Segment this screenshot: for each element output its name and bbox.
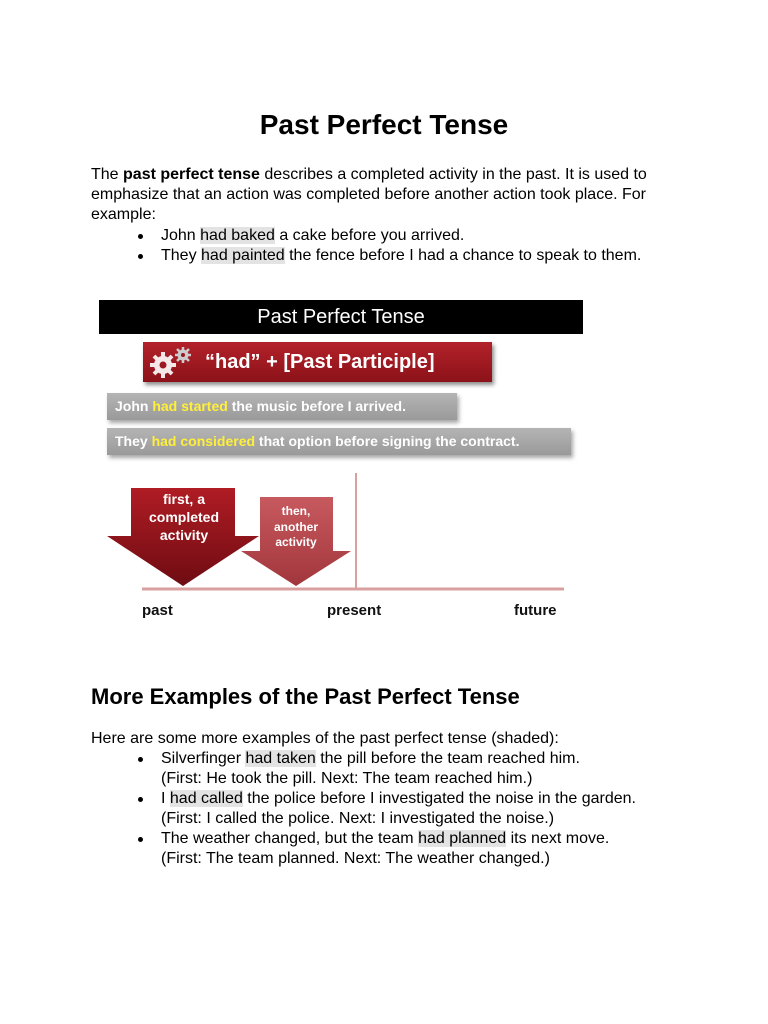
item-note: (First: He took the pill. Next: The team reached him.) bbox=[161, 770, 533, 787]
item-note: (First: The team planned. Next: The weather changed.) bbox=[161, 850, 550, 867]
intro-text-end: describes a completed activity in the past. It is used to emphasize that an action was completed before another action took place. For example: bbox=[91, 166, 647, 223]
intro-text-start: The bbox=[91, 166, 124, 183]
bullet-icon bbox=[138, 837, 143, 842]
item-text: its next move. bbox=[506, 830, 610, 847]
first-activity-label: first, a completed activity bbox=[148, 491, 219, 544]
highlighted-verb: had taken bbox=[245, 750, 316, 767]
list-item bbox=[91, 829, 681, 869]
list-item bbox=[91, 749, 681, 789]
highlighted-verb: had called bbox=[169, 790, 243, 807]
item-text: I bbox=[161, 790, 170, 807]
example-list bbox=[91, 226, 681, 266]
item-text: They bbox=[161, 247, 202, 264]
infographic bbox=[98, 298, 588, 628]
section-intro: Here are some more examples of the past perfect tense (shaded): bbox=[91, 730, 559, 747]
list-item bbox=[91, 789, 681, 829]
example-text: They bbox=[115, 433, 152, 449]
example-bar bbox=[107, 428, 571, 455]
item-text: The weather changed, but the team bbox=[161, 830, 419, 847]
item-text: the fence before I had a chance to speak to them. bbox=[284, 247, 642, 264]
list-item bbox=[91, 246, 681, 266]
timeline-future-label: future bbox=[514, 602, 557, 619]
item-text: John bbox=[161, 227, 201, 244]
item-text: Silverfinger bbox=[161, 750, 246, 767]
timeline-past-label: past bbox=[142, 602, 173, 619]
timeline-present-label: present bbox=[327, 602, 382, 619]
item-text: a cake before you arrived. bbox=[274, 227, 465, 244]
bullet-icon bbox=[138, 797, 143, 802]
example-text: the music before I arrived. bbox=[227, 398, 406, 414]
example-text: that option before signing the contract. bbox=[255, 433, 520, 449]
example-verb: had considered bbox=[151, 433, 256, 449]
second-activity-label: then, another activity bbox=[273, 504, 318, 550]
highlighted-verb: had painted bbox=[201, 247, 285, 264]
example-bar bbox=[107, 393, 457, 420]
item-text: the police before I investigated the noise in the garden. bbox=[242, 790, 636, 807]
section-heading: More Examples of the Past Perfect Tense bbox=[91, 684, 520, 709]
intro-term: past perfect tense bbox=[123, 166, 260, 183]
intro-paragraph bbox=[91, 165, 681, 225]
list-item bbox=[91, 226, 681, 246]
item-note: (First: I called the police. Next: I investigated the noise.) bbox=[161, 810, 555, 827]
infographic-title: Past Perfect Tense bbox=[99, 300, 583, 334]
highlighted-verb: had planned bbox=[418, 830, 507, 847]
example-verb: had started bbox=[152, 398, 228, 414]
gear-icon bbox=[147, 346, 195, 380]
more-examples-list bbox=[91, 749, 681, 869]
example-text: John bbox=[115, 398, 153, 414]
formula-banner bbox=[143, 342, 492, 382]
bullet-icon bbox=[138, 234, 143, 239]
bullet-icon bbox=[138, 254, 143, 259]
bullet-icon bbox=[138, 757, 143, 762]
page-title: Past Perfect Tense bbox=[259, 109, 509, 140]
item-text: the pill before the team reached him. bbox=[315, 750, 580, 767]
highlighted-verb: had baked bbox=[200, 227, 275, 244]
formula-text: “had” + [Past Participle] bbox=[205, 351, 435, 373]
